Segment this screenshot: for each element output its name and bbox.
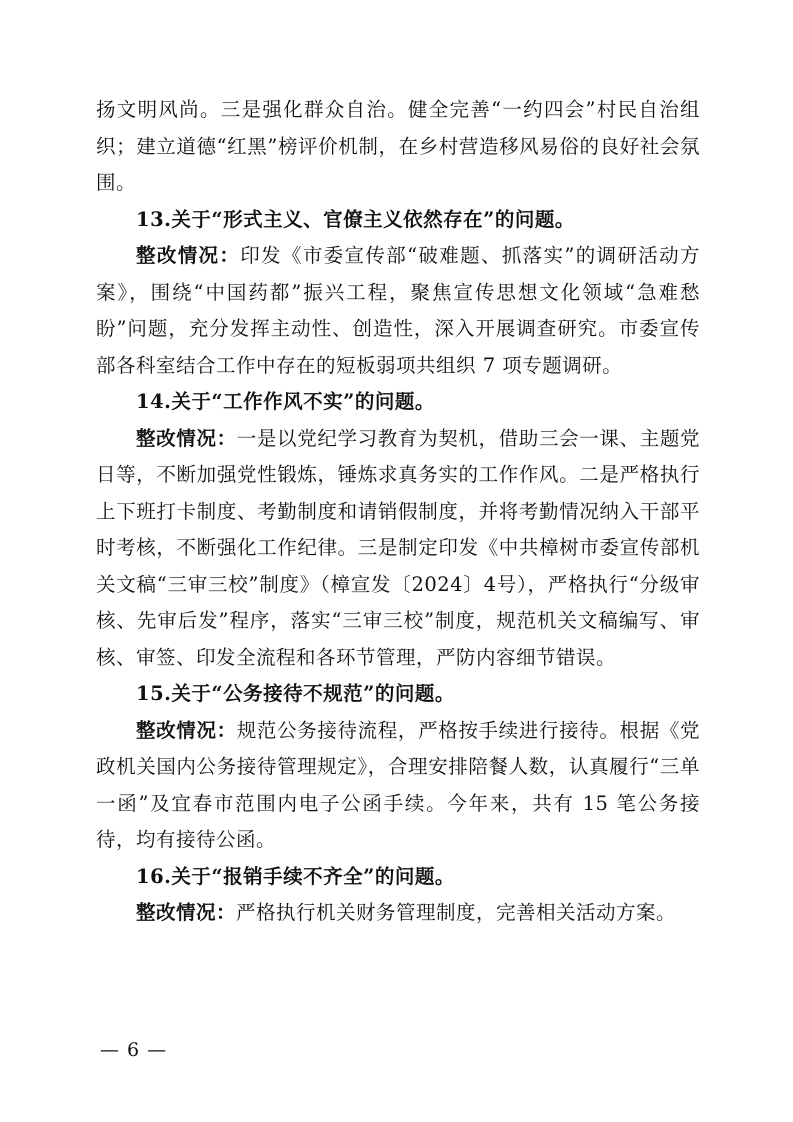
heading-text: 14.关于“工作作风不实”的问题。 (136, 390, 435, 413)
paragraph-continuation (96, 92, 700, 202)
paragraph-rectification-13 (96, 238, 700, 384)
paragraph-text: 严格执行机关财务管理制度，完善相关活动方案。 (236, 901, 677, 924)
heading-text: 16.关于“报销手续不齐全”的问题。 (136, 864, 455, 888)
document-page (96, 92, 700, 932)
rectification-label: 整改情况： (136, 901, 237, 924)
rectification-label: 整改情况： (136, 718, 237, 742)
paragraph-text: 一是以党纪学习教育为契机，借助三会一课、主题党日等，不断加强党性锻炼，锤炼求真务实的工作作风。二是严格执行上下班打卡制度、考勤制度和请销假制度，并将考勤情况纳入干部平时考核，不断强化工作纪律。三是制定印发《中共樟树市委宣传部机关文稿“三审三校”制度》（樟宣发〔2024〕4号），严格执行“分级审核、先审后发”程序，落实“三审三校”制度，规范机关文稿编写、审核、审签、印发全流程和各环节管理，严防内容细节错误。 (96, 426, 700, 669)
heading-text: 13.关于“形式主义、官僚主义依然存在”的问题。 (136, 207, 575, 231)
section-heading-13 (96, 202, 700, 239)
paragraph-text: 扬文明风尚。三是强化群众自治。健全完善“一约四会”村民自治组织；建立道德“红黑”榜评价机制，在乡村营造移风易俗的良好社会氛围。 (96, 98, 700, 194)
section-heading-15 (96, 676, 700, 713)
paragraph-rectification-16 (96, 895, 700, 932)
paragraph-rectification-14 (96, 421, 700, 677)
paragraph-text: 印发《市委宣传部“破难题、抓落实”的调研活动方案》，围绕“中国药都”振兴工程，聚焦宣传思想文化领域“急难愁盼”问题，充分发挥主动性、创造性，深入开展调查研究。市委宣传部各科室结合工作中存在的短板弱项共组织 7 项专题调研。 (96, 244, 700, 377)
paragraph-rectification-15 (96, 713, 700, 859)
section-heading-16 (96, 859, 700, 896)
section-heading-14 (96, 384, 700, 421)
page-number: — 6 — (100, 1039, 168, 1061)
rectification-label: 整改情况： (136, 244, 241, 267)
rectification-label: 整改情况： (136, 426, 237, 450)
paragraph-text: 规范公务接待流程，严格按手续进行接待。根据《党政机关国内公务接待管理规定》，合理安排陪餐人数，认真履行“三单一函”及宜春市范围内电子公函手续。今年来，共有 15 笔公务接待，均有接待公函。 (96, 718, 700, 851)
heading-text: 15.关于“公务接待不规范”的问题。 (136, 682, 455, 705)
